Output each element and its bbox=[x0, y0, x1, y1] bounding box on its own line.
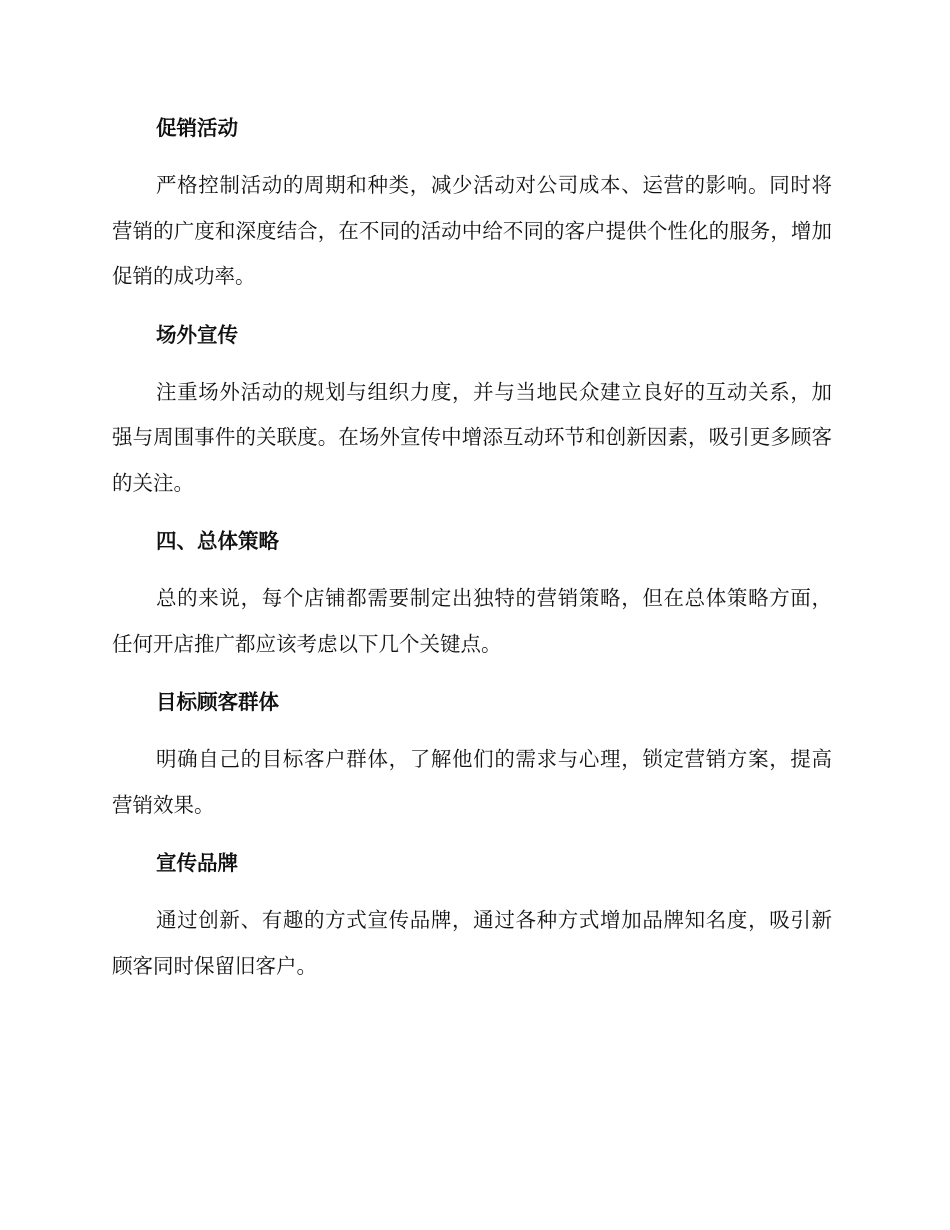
document-body bbox=[112, 106, 832, 989]
section-heading: 场外宣传 bbox=[156, 322, 238, 347]
section-heading: 宣传品牌 bbox=[156, 851, 238, 875]
section-heading: 促销活动 bbox=[156, 116, 238, 140]
section-paragraph: 通过创新、有趣的方式宣传品牌，通过各种方式增加品牌知名度，吸引新顾客同时保留旧客户。 bbox=[112, 908, 832, 978]
section-heading: 四、总体策略 bbox=[156, 529, 279, 553]
section-paragraph: 严格控制活动的周期和种类，减少活动对公司成本、运营的影响。同时将营销的广度和深度结合，在不同的活动中给不同的客户提供个性化的服务，增加促销的成功率。 bbox=[112, 173, 832, 288]
section-paragraph: 总的来说，每个店铺都需要制定出独特的营销策略，但在总体策略方面，任何开店推广都应该考虑以下几个关键点。 bbox=[112, 586, 832, 656]
section-heading: 目标顾客群体 bbox=[156, 690, 279, 714]
section-paragraph: 注重场外活动的规划与组织力度，并与当地民众建立良好的互动关系，加强与周围事件的关联度。在场外宣传中增添互动环节和创新因素，吸引更多顾客的关注。 bbox=[112, 379, 832, 495]
section-paragraph: 明确自己的目标客户群体，了解他们的需求与心理，锁定营销方案，提高营销效果。 bbox=[112, 747, 832, 817]
